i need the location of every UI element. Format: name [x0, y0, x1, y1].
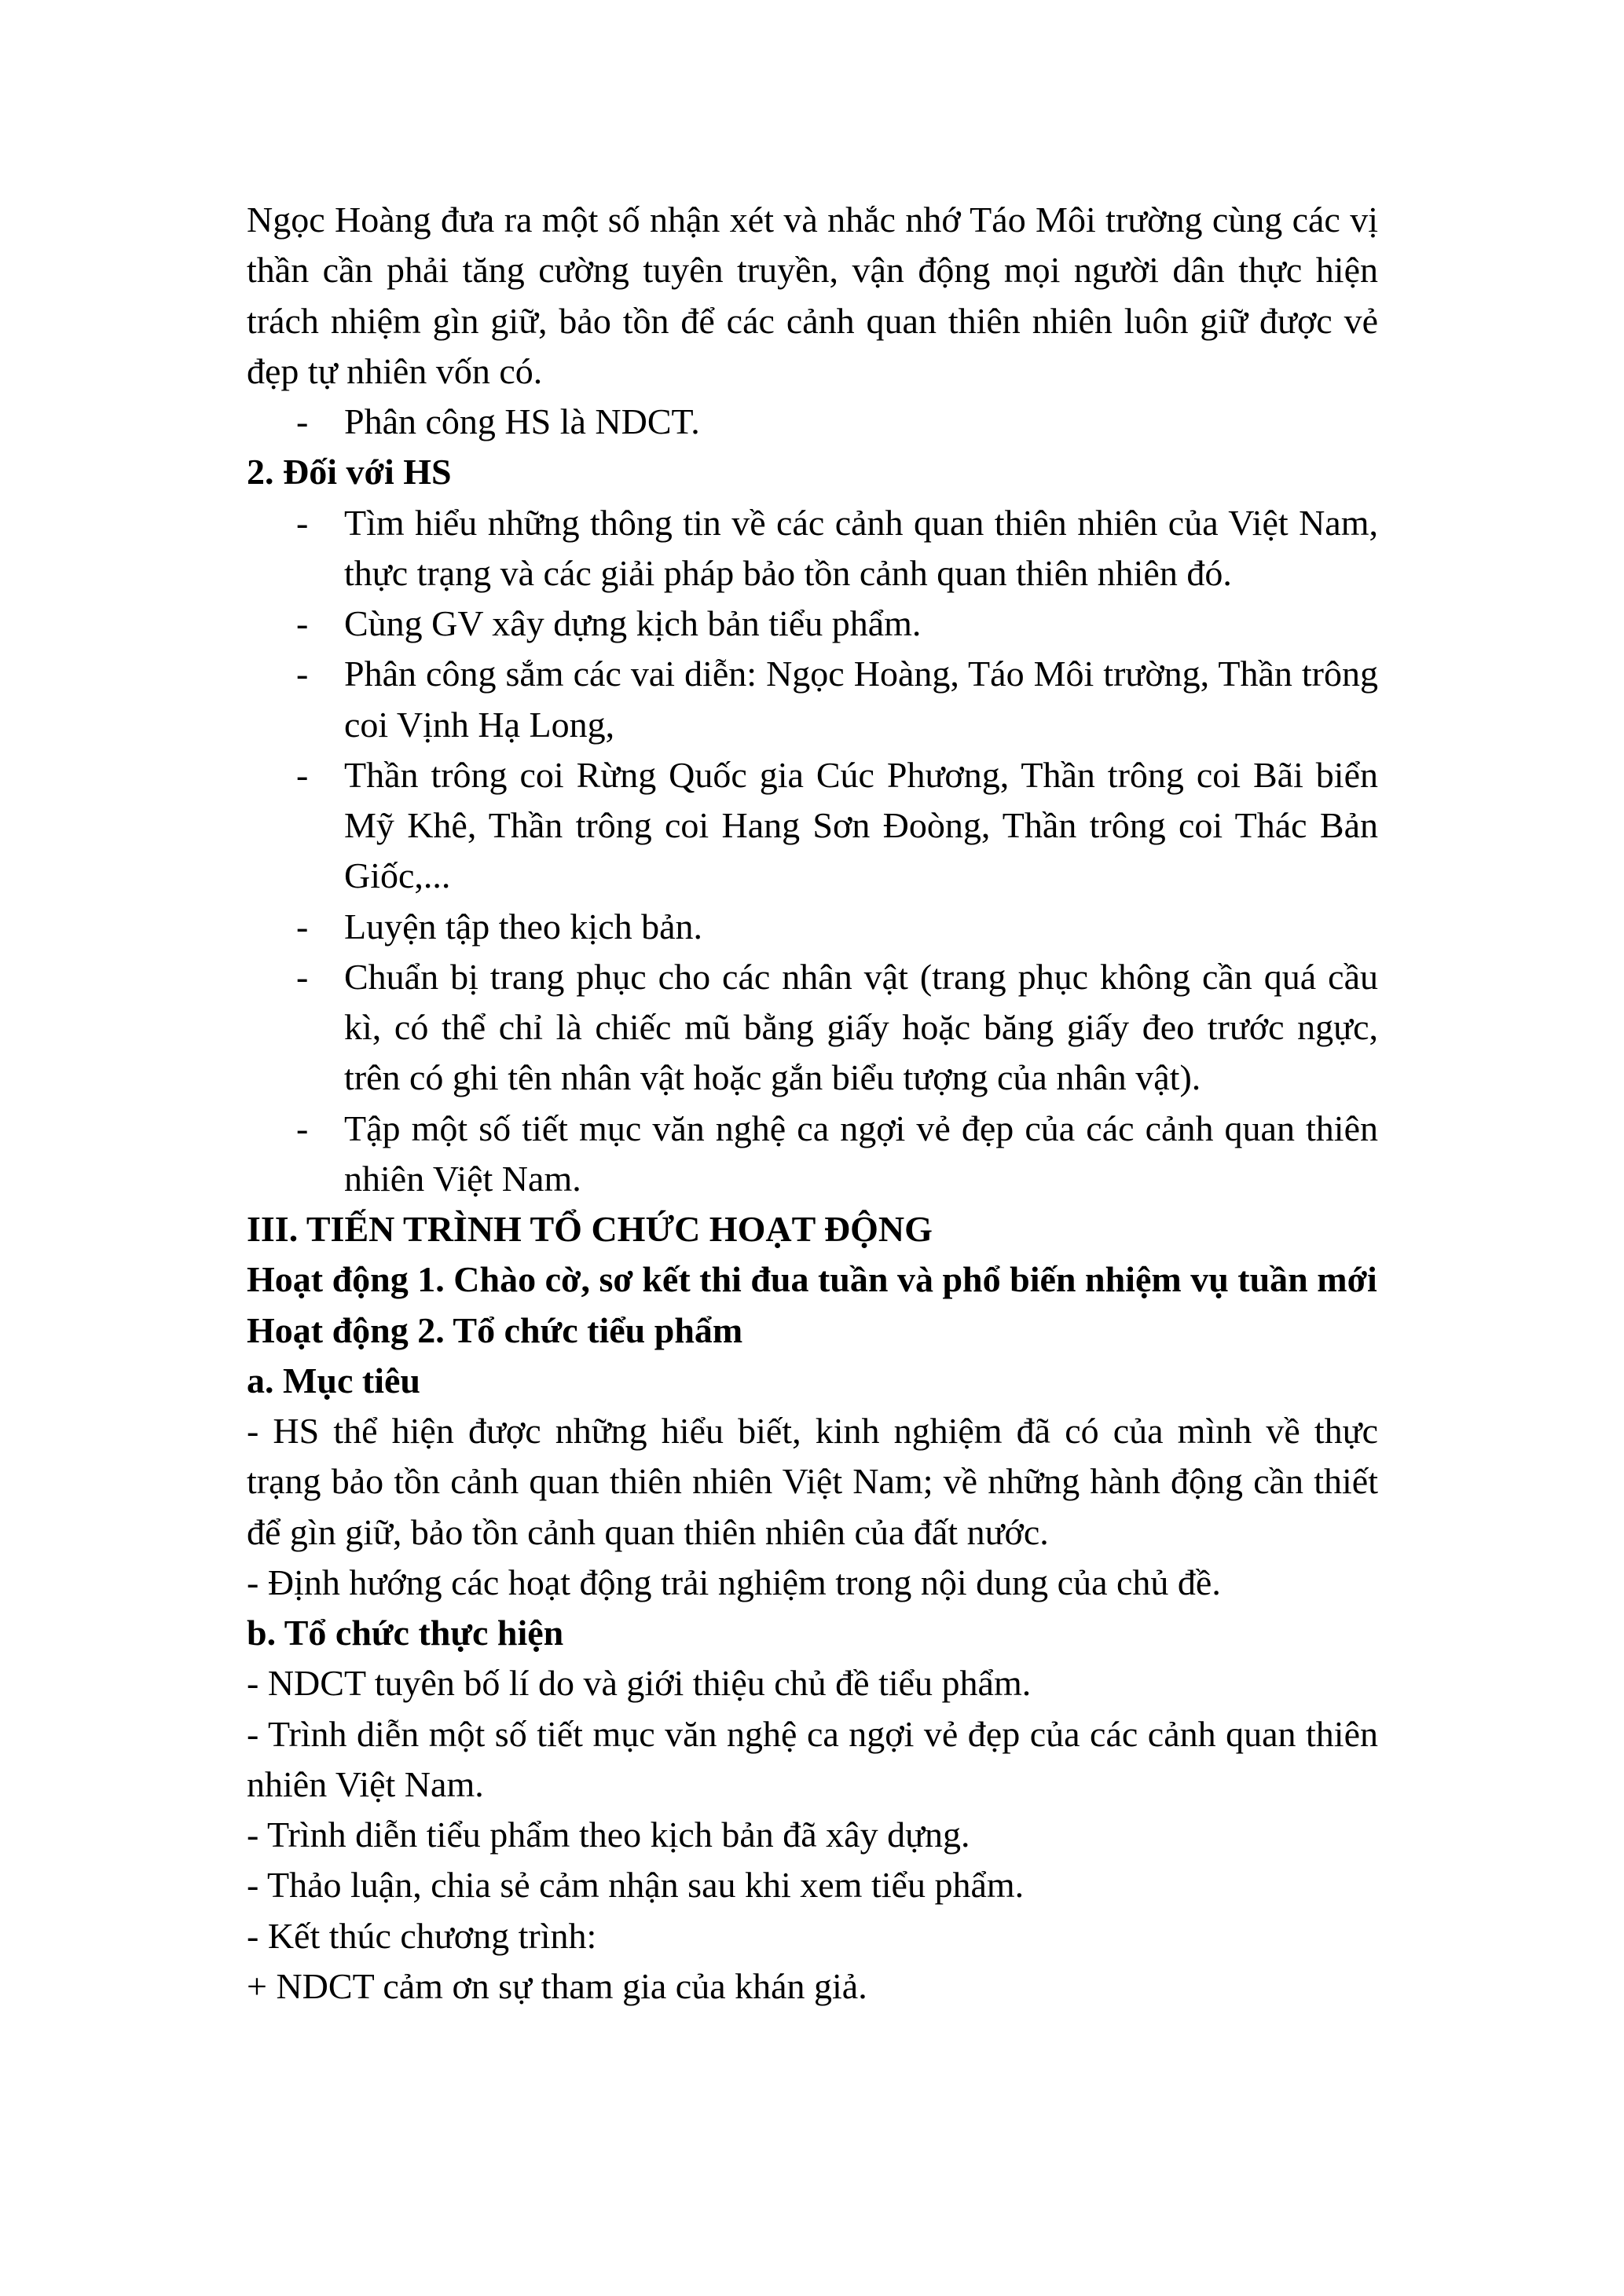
bullet-dash: -: [296, 502, 309, 543]
bullet-dash: -: [296, 603, 309, 643]
bullet-text: Cùng GV xây dựng kịch bản tiểu phẩm.: [344, 603, 922, 643]
hs-bullet-item: [247, 952, 1378, 1104]
hs-bullet-item: [247, 599, 1378, 649]
bullet-dash: -: [296, 401, 309, 441]
implementation-item: - Trình diễn một số tiết mục văn nghệ ca ngợi vẻ đẹp của các cảnh quan thiên nhiên Việt Nam.: [247, 1713, 1378, 1804]
bullet-text: Phân công HS là NDCT.: [344, 401, 700, 441]
hs-bullet-item: [247, 498, 1378, 599]
implementation-heading: b. Tổ chức thực hiện: [247, 1613, 564, 1653]
bullet-text: Chuẩn bị trang phục cho các nhân vật (trang phục không cần quá cầu kì, có thể chỉ là chiếc mũ bằng giấy hoặc băng giấy đeo trước ngực, trên có ghi tên nhân vật hoặc gắn biểu tượng của nhân vật).: [344, 956, 1378, 1098]
implementation-item: - Thảo luận, chia sẻ cảm nhận sau khi xem tiểu phẩm.: [247, 1865, 1025, 1906]
bullet-dash: -: [296, 754, 309, 795]
bullet-dash: -: [296, 1108, 309, 1148]
bullet-dash: -: [296, 654, 309, 694]
bullet-text: Luyện tập theo kịch bản.: [344, 906, 703, 947]
implementation-item: - NDCT tuyên bố lí do và giới thiệu chủ đề tiểu phẩm.: [247, 1663, 1032, 1704]
activity-2-heading: Hoạt động 2. Tổ chức tiểu phẩm: [247, 1309, 743, 1350]
bullet-dash: -: [296, 906, 309, 947]
hs-bullet-item: [247, 1104, 1378, 1205]
objective-item: - HS thể hiện được những hiểu biết, kinh nghiệm đã có của mình về thực trạng bảo tồn cảnh quan thiên nhiên Việt Nam; về những hành động cần thiết để gìn giữ, bảo tồn cảnh quan thiên nhiên của đất nước.: [247, 1411, 1378, 1552]
bullet-text: Tập một số tiết mục văn nghệ ca ngợi vẻ đẹp của các cảnh quan thiên nhiên Việt Nam.: [344, 1108, 1378, 1199]
implementation-item: - Trình diễn tiểu phẩm theo kịch bản đã xây dựng.: [247, 1814, 970, 1855]
bullet-dash: -: [296, 956, 309, 997]
bullet-text: Tìm hiểu những thông tin về các cảnh quan thiên nhiên của Việt Nam, thực trạng và các giải pháp bảo tồn cảnh quan thiên nhiên đó.: [344, 502, 1378, 593]
hs-bullet-item: [247, 649, 1378, 750]
hs-bullet-item: [247, 750, 1378, 902]
gv-bullet-item: [247, 397, 1378, 447]
implementation-item: + NDCT cảm ơn sự tham gia của khán giả.: [247, 1965, 867, 2006]
bullet-text: Phân công sắm các vai diễn: Ngọc Hoàng, Táo Môi trường, Thần trông coi Vịnh Hạ Long,: [344, 654, 1378, 745]
hs-bullet-item: [247, 902, 1378, 952]
document-page: [247, 195, 1378, 2012]
activity-1-heading: Hoạt động 1. Chào cờ, sơ kết thi đua tuần và phổ biến nhiệm vụ tuần mới: [247, 1259, 1377, 1300]
objective-item: - Định hướng các hoạt động trải nghiệm trong nội dung của chủ đề.: [247, 1562, 1221, 1602]
implementation-item: - Kết thúc chương trình:: [247, 1915, 597, 1956]
objective-heading: a. Mục tiêu: [247, 1360, 421, 1401]
bullet-text: Thần trông coi Rừng Quốc gia Cúc Phương, Thần trông coi Bãi biển Mỹ Khê, Thần trông coi Hang Sơn Đoòng, Thần trông coi Thác Bản Giốc,...: [344, 754, 1378, 896]
intro-paragraph: Ngọc Hoàng đưa ra một số nhận xét và nhắc nhớ Táo Môi trường cùng các vị thần cần phải tăng cường tuyên truyền, vận động mọi người dân thực hiện trách nhiệm gìn giữ, bảo tồn để các cảnh quan thiên nhiên luôn giữ được vẻ đẹp tự nhiên vốn có.: [247, 200, 1378, 391]
section-heading-iii: III. TIẾN TRÌNH TỔ CHỨC HOẠT ĐỘNG: [247, 1209, 933, 1249]
section-heading-hs: 2. Đối với HS: [247, 452, 452, 493]
